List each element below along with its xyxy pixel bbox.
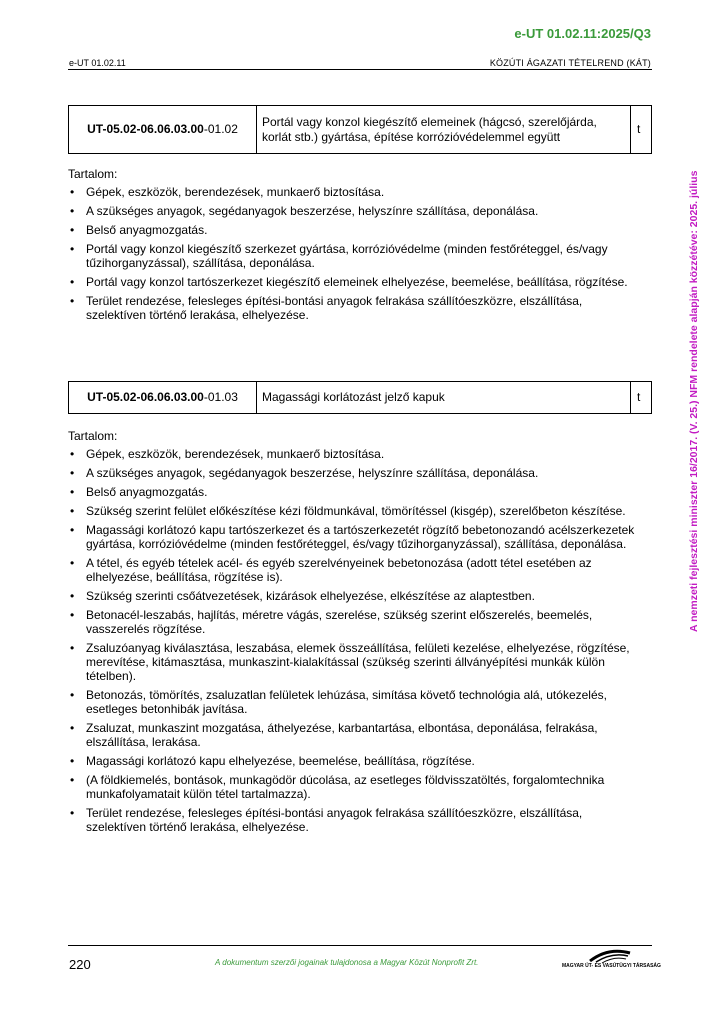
list-item: • Gépek, eszközök, berendezések, munkaerő biztosítása. [68,185,643,199]
list-item: • Magassági korlátozó kapu elhelyezése, beemelése, beállítása, rögzítése. [68,754,643,768]
page-number: 220 [69,957,91,972]
item-title: Portál vagy konzol kiegészítő elemeinek (hágcsó, szerelőjárda, korlát stb.) gyártása, építése korrózióvédelemmel együtt [257,106,631,154]
content-label: Tartalom: [68,167,118,181]
item-code [69,106,257,154]
content-list [68,185,643,322]
copyright-notice: A dokumentum szerzői jogainak tulajdonosa a Magyar Közút Nonprofit Zrt. [215,958,479,967]
header-left-code: e-UT 01.02.11 [69,58,126,68]
document-code: e-UT 01.02.11:2025/Q3 [514,26,651,41]
list-item: • Betonacél-leszabás, hajlítás, méretre vágás, szerelése, szükség szerint előszerelés, beemelés, vasszerelés rögzítése. [68,608,643,636]
list-item: • Szükség szerinti csőátvezetések, kizárások elhelyezése, elkészítése az alaptestben. [68,589,643,603]
item-code-suffix: -01.02 [203,122,238,136]
list-item: • Belső anyagmozgatás. [68,485,643,499]
item-title: Magassági korlátozást jelző kapuk [257,382,631,414]
item-code-suffix: -01.03 [203,390,238,404]
header-right-title: KÖZÚTI ÁGAZATI TÉTELREND (KÁT) [489,58,651,68]
item-code [69,382,257,414]
content-list [68,447,643,834]
list-item: • Gépek, eszközök, berendezések, munkaerő biztosítása. [68,447,643,461]
item-content-2 [68,429,643,839]
side-publication-note: A nemzeti fejlesztési miniszter 16/2017. (V. 25.) NFM rendelete alapján közzétéve: 2025. július [688,170,700,632]
list-item: • A szükséges anyagok, segédanyagok beszerzése, helyszínre szállítása, deponálása. [68,466,643,480]
item-table-1 [68,105,652,154]
list-item: • Portál vagy konzol kiegészítő szerkezet gyártása, korrózióvédelme (minden festőréteggel, és/vagy tűzihorganyzással), szállítása, deponálása. [68,242,643,270]
list-item: • Terület rendezése, felesleges építési-bontási anyagok felrakása szállítóeszközre, elszállítása, szelektíven történő lerakása, elhelyezése. [68,806,643,834]
list-item: • A szükséges anyagok, segédanyagok beszerzése, helyszínre szállítása, deponálása. [68,204,643,218]
content-label: Tartalom: [68,429,118,443]
item-content-1 [68,167,643,327]
list-item: • Belső anyagmozgatás. [68,223,643,237]
list-item: • Magassági korlátozó kapu tartószerkezet és a tartószerkezetét rögzítő bebetonozandó acélszerkezetek gyártása, korrózióvédelme (minden festőréteggel, és/vagy tűzihorganyzással), szállítása, deponálása. [68,523,643,551]
item-unit: t [631,106,652,154]
list-item: • Portál vagy konzol tartószerkezet kiegészítő elemeinek elhelyezése, beemelése, beállítása, rögzítése. [68,275,643,289]
item-unit: t [631,382,652,414]
list-item: • Szükség szerint felület előkészítése kézi földmunkával, tömörítéssel (kisgép), szerelőbeton készítése. [68,504,643,518]
logo-text: MAGYAR ÚT- ÉS VASÚTÜGYI TÁRSASÁG [562,963,661,969]
list-item: • Zsaluzat, munkaszint mozgatása, áthelyezése, karbantartása, elbontása, deponálása, felrakása, elszállítása, lerakása. [68,721,643,749]
list-item: • (A földkiemelés, bontások, munkagödör dúcolása, az esetleges földvisszatöltés, forgalomtechnika munkafolyamatait külön tétel tartalmazza). [68,773,643,801]
item-code-main: UT-05.02-06.06.03.00 [87,122,204,136]
list-item: • Betonozás, tömörítés, zsaluzatlan felületek lehúzása, simítása követő technológia alá, utókezelés, esetleges betonhibák javítása. [68,688,643,716]
item-table-2 [68,381,652,414]
header-divider [68,69,652,70]
list-item: • A tétel, és egyéb tételek acél- és egyéb szerelvényeinek bebetonozása (adott tétel esetében az elhelyezése, beállítása, rögzítése is). [68,556,643,584]
list-item: • Zsaluzóanyag kiválasztása, leszabása, elemek összeállítása, felületi kezelése, elhelyezése, rögzítése, merevítése, kitámasztása, munkaszint-kialakítással (szükség szerinti állványépítési munkák külön tételben). [68,641,643,683]
list-item: • Terület rendezése, felesleges építési-bontási anyagok felrakása szállítóeszközre, elszállítása, szelektíven történő lerakása, elhelyezése. [68,294,643,322]
item-code-main: UT-05.02-06.06.03.00 [87,390,204,404]
